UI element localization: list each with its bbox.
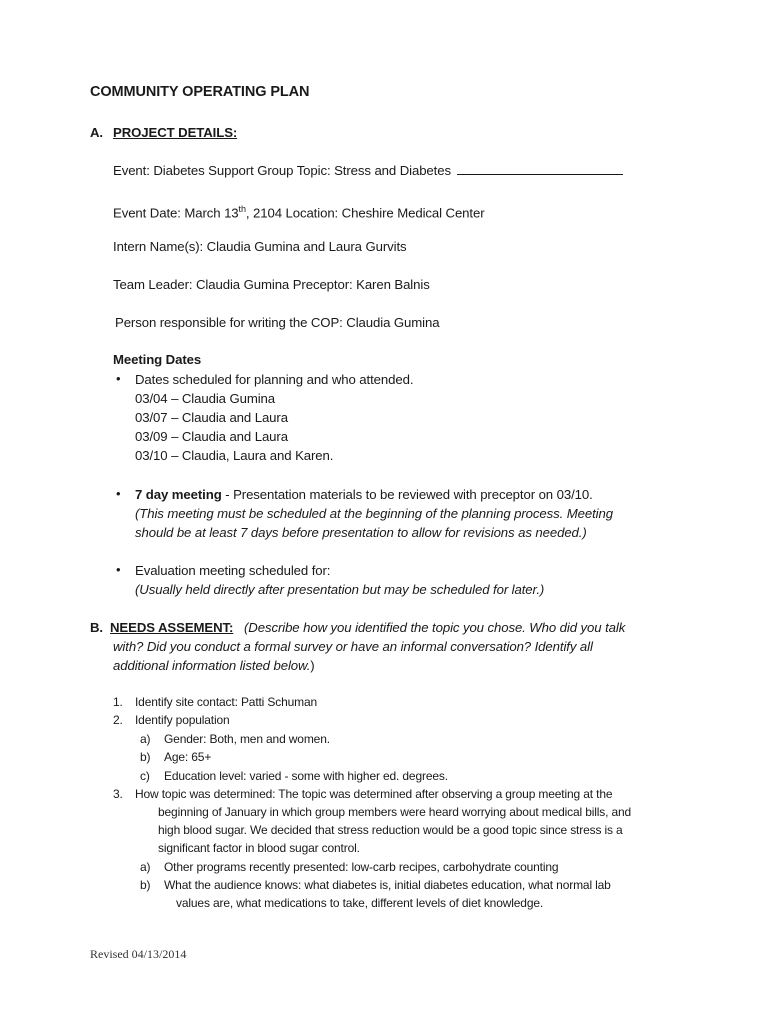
list-item: How topic was determined: The topic was determined after observing a group meeting at the bbox=[135, 787, 613, 801]
list-item: Education level: varied - some with higher ed. degrees. bbox=[164, 769, 448, 783]
list-number: 2. bbox=[113, 713, 123, 727]
seven-day-note-1: (This meeting must be scheduled at the beginning of the planning process. Meeting bbox=[135, 506, 613, 521]
list-item-continued: high blood sugar. We decided that stress reduction would be a good topic since stress is a bbox=[158, 823, 623, 837]
list-item: Age: 65+ bbox=[164, 750, 212, 764]
meeting-date-2: 03/07 – Claudia and Laura bbox=[135, 410, 288, 425]
list-item: What the audience knows: what diabetes is, initial diabetes education, what normal lab bbox=[164, 878, 611, 892]
event-date-line bbox=[113, 200, 485, 222]
list-letter: b) bbox=[140, 750, 151, 764]
seven-day-label: 7 day meeting bbox=[135, 487, 222, 502]
event-date-sup: th bbox=[238, 204, 246, 214]
list-item: Identify site contact: Patti Schuman bbox=[135, 695, 318, 709]
blank-underline bbox=[457, 162, 623, 175]
needs-description-3: additional information listed below. bbox=[113, 658, 311, 673]
list-item-continued: significant factor in blood sugar control. bbox=[158, 841, 360, 855]
bullet-icon: • bbox=[116, 562, 121, 577]
list-letter: a) bbox=[140, 732, 151, 746]
meeting-date-3: 03/09 – Claudia and Laura bbox=[135, 429, 288, 444]
list-letter: c) bbox=[140, 769, 150, 783]
event-line bbox=[113, 162, 623, 180]
section-a-marker: A. bbox=[90, 125, 103, 140]
meeting-date-1: 03/04 – Claudia Gumina bbox=[135, 391, 276, 406]
meeting-date-4: 03/10 – Claudia, Laura and Karen. bbox=[135, 448, 334, 463]
seven-day-meeting-line bbox=[135, 486, 593, 504]
revision-footer: Revised 04/13/2014 bbox=[90, 947, 187, 961]
meeting-bullet-1: Dates scheduled for planning and who attended. bbox=[135, 372, 414, 387]
list-item: Other programs recently presented: low-carb recipes, carbohydrate counting bbox=[164, 860, 559, 874]
bullet-icon: • bbox=[116, 486, 121, 501]
section-a-heading: PROJECT DETAILS: bbox=[113, 125, 238, 140]
section-b-heading: NEEDS ASSEMENT: bbox=[110, 620, 234, 635]
seven-day-note-2: should be at least 7 days before presentation to allow for revisions as needed.) bbox=[135, 525, 587, 540]
section-b-line-1 bbox=[110, 619, 625, 637]
list-letter: b) bbox=[140, 878, 151, 892]
seven-day-text: - Presentation materials to be reviewed with preceptor on 03/10. bbox=[221, 487, 593, 502]
list-item: Gender: Both, men and women. bbox=[164, 732, 330, 746]
needs-description-3-end: ) bbox=[310, 658, 315, 673]
list-number: 1. bbox=[113, 695, 123, 709]
event-date-prefix: Event Date: March 13 bbox=[113, 205, 239, 221]
event-text: Event: Diabetes Support Group Topic: Stress and Diabetes bbox=[113, 163, 451, 178]
list-item: Identify population bbox=[135, 713, 230, 727]
list-item-continued: beginning of January in which group members were heard worrying about medical bills, and bbox=[158, 805, 632, 819]
meeting-dates-heading: Meeting Dates bbox=[113, 352, 202, 367]
team-leader-line: Team Leader: Claudia Gumina Preceptor: Karen Balnis bbox=[113, 277, 430, 292]
cop-writer-line: Person responsible for writing the COP: Claudia Gumina bbox=[115, 315, 440, 330]
event-date-suffix: , 2104 Location: Cheshire Medical Center bbox=[245, 205, 485, 221]
needs-description-3-line bbox=[113, 657, 315, 675]
evaluation-line: Evaluation meeting scheduled for: bbox=[135, 563, 331, 578]
list-number: 3. bbox=[113, 787, 123, 801]
bullet-icon: • bbox=[116, 371, 121, 386]
intern-names: Intern Name(s): Claudia Gumina and Laura Gurvits bbox=[113, 239, 407, 254]
needs-description-1: (Describe how you identified the topic you chose. Who did you talk bbox=[244, 620, 626, 635]
list-item-continued: values are, what medications to take, different levels of diet knowledge. bbox=[176, 896, 544, 910]
list-letter: a) bbox=[140, 860, 151, 874]
document-title: COMMUNITY OPERATING PLAN bbox=[90, 84, 310, 100]
evaluation-note: (Usually held directly after presentation but may be scheduled for later.) bbox=[135, 582, 545, 597]
section-b-marker: B. bbox=[90, 620, 103, 635]
needs-description-2: with? Did you conduct a formal survey or have an informal conversation? Identify all bbox=[113, 639, 593, 654]
